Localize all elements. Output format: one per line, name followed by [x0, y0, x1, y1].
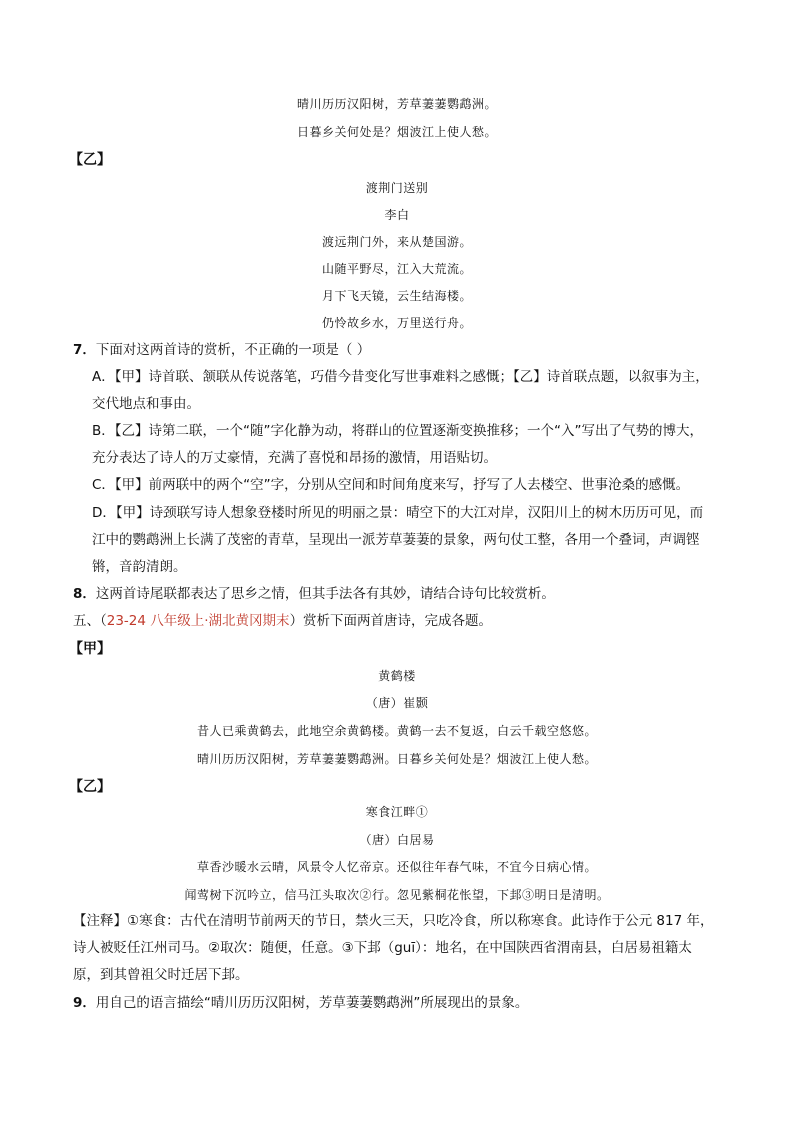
source-tag: 23-24 八年级上·湖北黄冈期末 [106, 613, 290, 629]
poem-title: 黄鹤楼 [378, 669, 416, 683]
question-7 [73, 341, 370, 359]
note-line: 原，到其曾祖父时迁居下邽。 [73, 967, 249, 983]
note-line: 诗人被贬任江州司马。②取次：随便，任意。③下邽（guī）：地名，在中国陕西省渭南县，白居易祖籍太 [73, 940, 692, 956]
poem-author: 李白 [384, 208, 410, 222]
poem-author: （唐）崔颢 [365, 696, 429, 710]
question-number: 8． [73, 586, 96, 602]
poem-author: （唐）白居易 [359, 833, 435, 847]
poem-title: 渡荆门送别 [365, 181, 429, 195]
poem-line: 闻莺树下沉吟立，信马江头取次②行。忽见紫桐花怅望，下邽③明日是清明。 [184, 888, 610, 902]
option-a-cont: 交代地点和事由。 [92, 396, 200, 412]
poem-title: 寒食江畔① [365, 805, 429, 819]
question-text: 这两首诗尾联都表达了思乡之情，但其手法各有其妙，请结合诗句比较赏析。 [95, 586, 555, 602]
poem-line: 晴川历历汉阳树，芳草萋萋鹦鹉洲。 [296, 97, 497, 111]
poem-line: 月下飞天镜，云生结海楼。 [321, 289, 472, 303]
poem-line: 渡远荆门外，来从楚国游。 [321, 235, 472, 249]
section-label-yi: 【乙】 [69, 152, 111, 168]
poem-line: 晴川历历汉阳树，芳草萋萋鹦鹉洲。日暮乡关何处是？烟波江上使人愁。 [196, 752, 597, 766]
option-d-cont: 江中的鹦鹉洲上长满了茂密的青草，呈现出一派芳草萋萋的景象，两句仗工整，各用一个叠词，声调铿 [92, 532, 700, 548]
poem-line: 昔人已乘黄鹤去，此地空余黄鹤楼。黄鹤一去不复返，白云千载空悠悠。 [196, 724, 597, 738]
section-prefix: 五、（ [73, 613, 107, 629]
option-b-cont: 充分表达了诗人的万丈豪情，充满了喜悦和昂扬的激情，用语贴切。 [92, 450, 497, 466]
question-text: 用自己的语言描绘“晴川历历汉阳树，芳草萋萋鹦鹉洲”所展现出的景象。 [95, 995, 529, 1011]
question-9 [73, 994, 528, 1012]
poem-line: 仍怜故乡水，万里送行舟。 [321, 316, 472, 330]
option-b: B．【乙】诗第二联，一个“随”字化静为动，将群山的位置逐渐变换推移；一个“入”写出了气势的博大， [92, 423, 703, 439]
section-suffix: ）赏析下面两首唐诗，完成各题。 [289, 613, 493, 629]
option-c: C．【甲】前两联中的两个“空”字，分别从空间和时间角度来写，抒写了人去楼空、世事沧桑的感慨。 [92, 477, 690, 493]
question-8 [73, 585, 555, 603]
option-d-cont: 锵，音韵清朗。 [92, 559, 187, 575]
question-number: 9． [73, 995, 96, 1011]
question-stem: 下面对这两首诗的赏析，不正确的一项是（ ） [95, 342, 371, 358]
section-label-yi: 【乙】 [69, 779, 111, 795]
poem-line: 草香沙暖水云晴，风景令人忆帝京。还似往年春气味，不宜今日病心情。 [196, 860, 597, 874]
note-line: 【注释】①寒食：古代在清明节前两天的节日，禁火三天，只吃冷食，所以称寒食。此诗作于公元 817 年， [73, 913, 714, 929]
option-a: A．【甲】诗首联、颔联从传说落笔，巧借今昔变化写世事难料之感慨；【乙】诗首联点题，以叙事为主， [92, 369, 709, 385]
section-five-heading [73, 612, 492, 630]
question-number: 7． [73, 342, 96, 358]
option-d: D．【甲】诗颈联写诗人想象登楼时所见的明丽之景：晴空下的大江对岸，汉阳川上的树木历历可见，而 [92, 505, 704, 521]
poem-line: 山随平野尽，江入大荒流。 [321, 262, 472, 276]
section-label-jia: 【甲】 [69, 641, 111, 657]
poem-line: 日暮乡关何处是？烟波江上使人愁。 [296, 125, 497, 139]
